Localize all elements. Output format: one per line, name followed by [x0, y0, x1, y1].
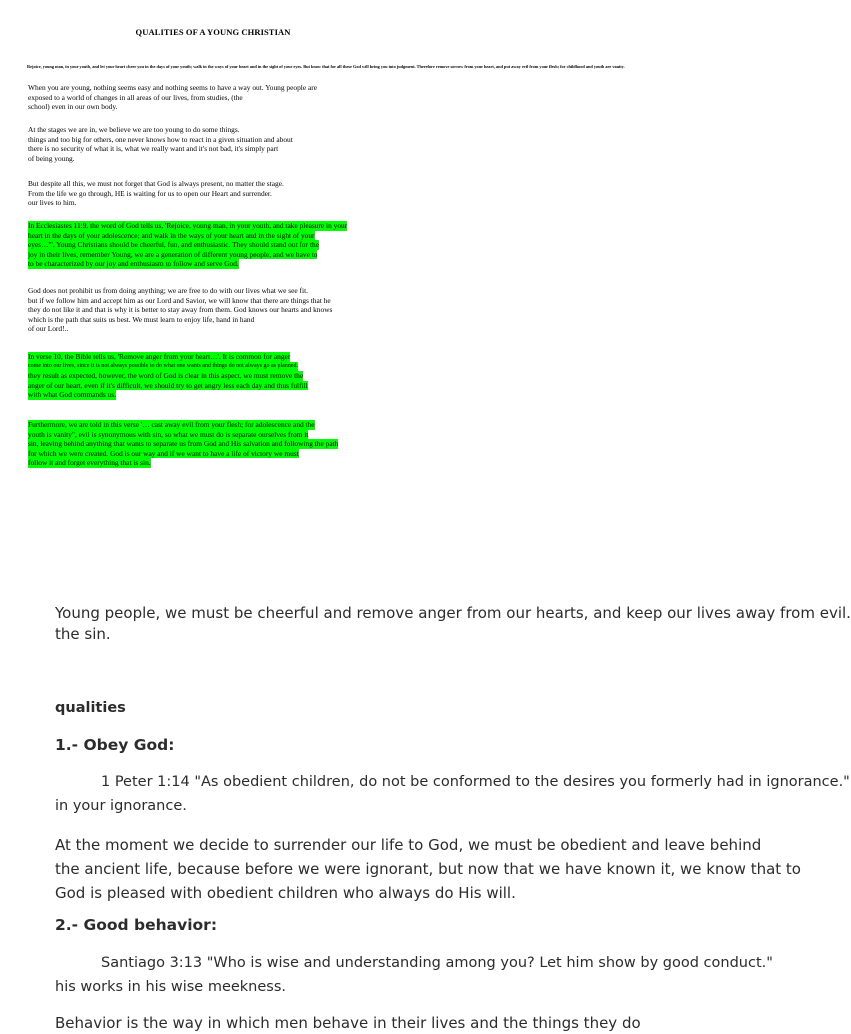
highlighted-line: come into our lives, since it is not always possible to do what one wants and things do not always go as planned.: [28, 362, 298, 372]
highlighted-line: anger of our heart, even if it's difficult, we should try to get angry less each day and thus fulfill: [28, 380, 308, 390]
text-line: At the stages we are in, we believe we are too young to do some things.: [28, 125, 240, 134]
highlighted-line: joy in their lives, remember Young, we are a generation of different young people, and we have to: [28, 249, 318, 259]
paragraph-freedom: [28, 286, 393, 334]
highlighted-line: follow it and forget everything that is sin.: [28, 458, 151, 468]
text-line: our lives to him.: [28, 198, 77, 208]
highlighted-paragraph-anger: [28, 352, 393, 400]
highlighted-line: to be characterized by our joy and enthusiasm to follow and serve God.: [28, 259, 239, 269]
highlighted-line: for which we were created. God is our way and if we want to have a life of victory we must: [28, 448, 299, 458]
paragraph-behavior-partial: Behavior is the way in which men behave in their lives and the things they do: [55, 1014, 641, 1032]
paragraph-stages: [28, 125, 393, 163]
text-line: the ancient life, because before we were ignorant, but now that we have known it, we know that to: [55, 860, 801, 878]
scripture-quote-santiago: Santiago 3:13 "Who is wise and understanding among you? Let him show by good conduct.": [101, 955, 773, 971]
section-heading-obey-god: 1.- Obey God:: [55, 736, 175, 754]
text-line: which is the path that suits us best. We must learn to enjoy life, hand in hand: [28, 314, 255, 324]
highlighted-line: heart in the days of your adolescence; and walk in the ways of your heart and in the sight of your: [28, 230, 315, 240]
summary-paragraph: [55, 603, 851, 645]
text-line: of being young.: [28, 153, 75, 163]
document-title: QUALITIES OF A YOUNG CHRISTIAN: [135, 27, 291, 37]
highlighted-line: youth is vanity", evil is synonymous with sin, so what we must do is separate ourselves from it: [28, 429, 309, 439]
highlighted-paragraph-evil: [28, 420, 393, 468]
section-heading-good-behavior: 2.- Good behavior:: [55, 916, 218, 934]
text-line: the sin.: [55, 625, 111, 643]
highlighted-line: Furthermore, we are told in this verse '… cast away evil from your flesh; for adolescence and the: [28, 420, 315, 429]
text-line: but if we follow him and accept him as our Lord and Savior, we will know that there are things that he: [28, 295, 331, 305]
highlighted-line: sin, leaving behind anything that wants to separate us from God and His salvation and following the path: [28, 439, 339, 449]
text-line: But despite all this, we must not forget that God is always present, no matter the stage.: [28, 179, 284, 188]
epigraph-verse: Rejoice, young man, in your youth, and let your heart cheer you in the days of your youth; walk in the ways of your heart and in the sight of your eyes. But know that for all these God will bring you into judgment. Therefore remove sorrow from your heart, and put away evil from your flesh; for childhood and youth are vanity.: [27, 64, 625, 69]
text-line: God is pleased with obedient children who always do His will.: [55, 884, 516, 902]
text-line: of our Lord!..: [28, 324, 69, 334]
paragraph-obedience: [55, 833, 801, 905]
text-line: there is no security of what it is, what we really want and it's not bad, it's simply part: [28, 144, 279, 154]
text-line: things and too big for others, one never knows how to react in a given situation and about: [28, 134, 293, 144]
text-line: they do not like it and that is why it is better to stay away from them. God knows our hearts and knows: [28, 305, 333, 315]
highlighted-line: In verse 10, the Bible tells us, 'Remove anger from your heart…'. It is common for anger: [28, 352, 291, 361]
highlighted-line: eyes…'". Young Christians should be cheerful, fun, and enthusiastic. They should stand out for the: [28, 240, 319, 250]
paragraph-god-present: [28, 179, 393, 208]
scripture-quote-continuation: his works in his wise meekness.: [55, 979, 287, 995]
highlighted-paragraph-ecclesiastes: [28, 221, 393, 269]
highlighted-line: with what God commands us.: [28, 390, 117, 400]
qualities-label: qualities: [55, 700, 126, 716]
highlighted-line: they result as expected, however, the word of God is clear in this aspect, we must remove the: [28, 371, 304, 381]
text-line: Young people, we must be cheerful and remove anger from our hearts, and keep our lives away from evil.: [55, 604, 851, 622]
scripture-quote-1-peter: 1 Peter 1:14 "As obedient children, do not be conformed to the desires you formerly had in ignorance.": [101, 774, 850, 790]
text-line: From the life we go through, HE is waiting for us to open our Heart and surrender.: [28, 188, 272, 198]
text-line: exposed to a world of changes in all areas of our lives, from studies, (the: [28, 92, 243, 102]
highlighted-line: In Ecclesiastes 11:9, the word of God tells us, 'Rejoice, young man, in your youth, and take pleasure in your: [28, 221, 348, 230]
text-line: When you are young, nothing seems easy and nothing seems to have a way out. Young people are: [28, 83, 317, 92]
scripture-quote-continuation: in your ignorance.: [55, 798, 187, 814]
text-line: At the moment we decide to surrender our life to God, we must be obedient and leave behind: [55, 836, 762, 854]
text-line: school) even in our own body.: [28, 102, 118, 112]
text-line: God does not prohibit us from doing anything; we are free to do with our lives what we see fit.: [28, 286, 308, 295]
paragraph-intro: [28, 83, 393, 112]
